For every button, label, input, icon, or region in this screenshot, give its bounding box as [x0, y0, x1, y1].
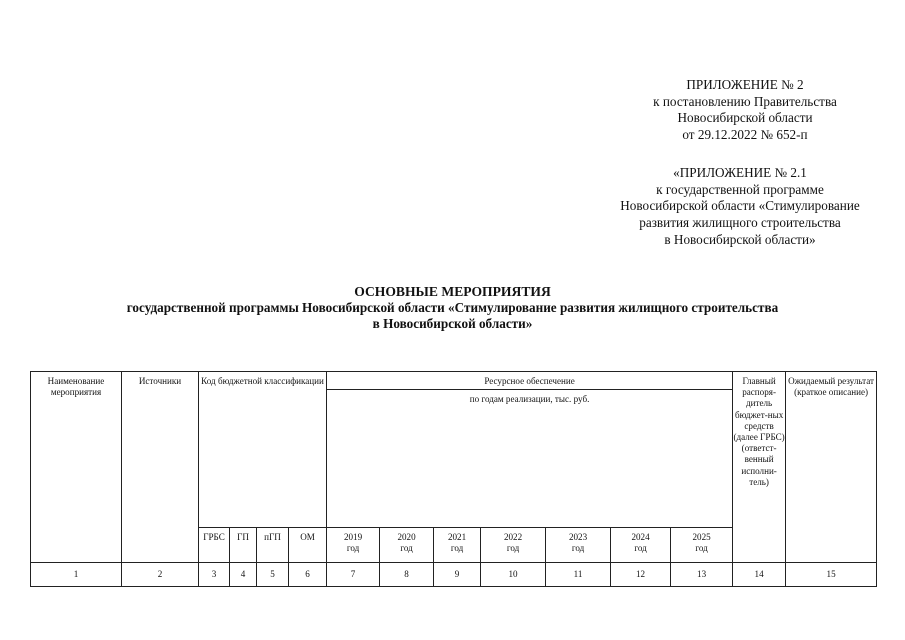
- title-line: государственной программы Новосибирской области «Стимулирование развития жилищного строительства: [126, 300, 779, 316]
- year-value: 2025: [692, 532, 711, 542]
- title-line: в Новосибирской области»: [372, 316, 533, 332]
- header-by-years: по годам реализации, тыс. руб.: [327, 390, 733, 528]
- year-cell: [380, 528, 434, 563]
- column-number: 15: [786, 563, 877, 587]
- year-cell: [434, 528, 481, 563]
- sub-appendix-line: развития жилищного строительства: [639, 215, 841, 231]
- sub-appendix-line: к государственной программе: [656, 181, 824, 197]
- header-kbk: Код бюджетной классификации: [199, 372, 327, 528]
- year-value: 2023: [568, 532, 588, 542]
- header-resources: Ресурсное обеспечение: [327, 372, 733, 390]
- kbk-gp: ГП: [230, 528, 257, 563]
- measures-table: [30, 371, 877, 587]
- year-unit: год: [571, 543, 585, 554]
- year-value: 2019: [343, 532, 363, 542]
- year-value: 2020: [397, 532, 416, 542]
- appendix-line: Новосибирской области: [677, 110, 813, 126]
- sub-appendix-line: Новосибирской области «Стимулирование: [620, 198, 860, 214]
- header-result: Ожидаемый результат (краткое описание): [786, 372, 877, 563]
- year-unit: год: [634, 543, 647, 554]
- column-number: 6: [289, 563, 327, 587]
- sub-appendix-line: в Новосибирской области»: [664, 231, 816, 247]
- year-cell: [481, 528, 546, 563]
- year-unit: год: [400, 543, 413, 554]
- kbk-pgp: пГП: [257, 528, 289, 563]
- year-unit: год: [506, 543, 520, 554]
- year-value: 2022: [503, 532, 523, 542]
- appendix-line: к постановлению Правительства: [653, 93, 837, 109]
- year-cell: [671, 528, 733, 563]
- year-cell: [611, 528, 671, 563]
- year-cell: [546, 528, 611, 563]
- column-number: 12: [611, 563, 671, 587]
- header-sources: Источники: [122, 372, 199, 563]
- year-cell: [327, 528, 380, 563]
- column-number: 1: [31, 563, 122, 587]
- column-number: 3: [199, 563, 230, 587]
- year-unit: год: [346, 543, 360, 554]
- year-unit: год: [450, 543, 464, 554]
- sub-appendix-line: «ПРИЛОЖЕНИЕ № 2.1: [673, 165, 807, 180]
- column-number: 14: [733, 563, 786, 587]
- document-title: [0, 284, 905, 333]
- kbk-grbs: ГРБС: [199, 528, 230, 563]
- year-unit: год: [695, 543, 708, 554]
- column-number: 13: [671, 563, 733, 587]
- column-number: 8: [380, 563, 434, 587]
- sub-appendix-header: [560, 165, 905, 249]
- column-number: 10: [481, 563, 546, 587]
- column-number: 2: [122, 563, 199, 587]
- appendix-header: [600, 77, 890, 144]
- year-value: 2024: [631, 532, 650, 542]
- appendix-line: ПРИЛОЖЕНИЕ № 2: [686, 77, 804, 92]
- header-name: Наименование мероприятия: [31, 372, 122, 563]
- column-number: 7: [327, 563, 380, 587]
- title-main: ОСНОВНЫЕ МЕРОПРИЯТИЯ: [354, 284, 551, 299]
- column-number: 4: [230, 563, 257, 587]
- column-number: 5: [257, 563, 289, 587]
- kbk-om: ОМ: [289, 528, 327, 563]
- column-number: 9: [434, 563, 481, 587]
- year-value: 2021: [447, 532, 467, 542]
- header-grbs: Главный распоря-дитель бюджет-ных средств (далее ГРБС) (ответст-венный исполни-тель): [733, 372, 786, 563]
- column-number: 11: [546, 563, 611, 587]
- appendix-line: от 29.12.2022 № 652-п: [682, 127, 808, 143]
